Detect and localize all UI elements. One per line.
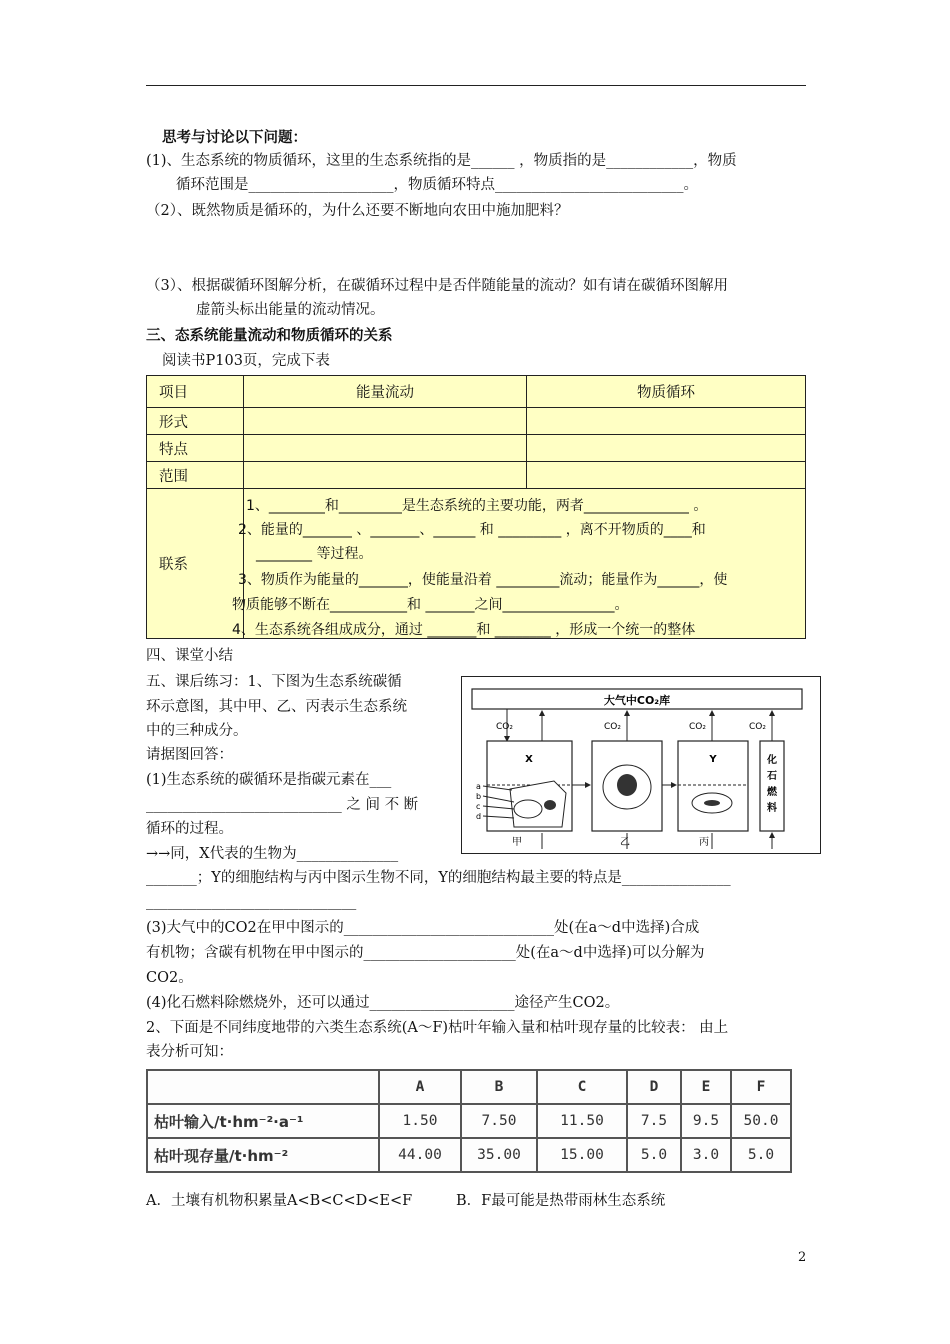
x-label: X (525, 754, 533, 765)
link-line-5: 物质能够不断在___________和 _______之间________________。 (232, 597, 629, 613)
co2-label-1: CO₂ (496, 722, 513, 732)
header-energy: 能量流动 (244, 376, 527, 408)
question-1b: 循环范围是____________________，物质循环特点__________________________。 (176, 177, 698, 193)
exercise-q1a: (1)生态系统的碳循环是指碳元素在___ (146, 772, 392, 788)
letter-c: c (476, 802, 481, 811)
leaf-header-f: F (731, 1070, 791, 1104)
row-label-feature: 特点 (147, 435, 244, 462)
table-header-row (147, 376, 806, 408)
header-item: 项目 (147, 376, 244, 408)
table-cell: 1.50 (379, 1104, 461, 1138)
link-line-4: 3、物质作为能量的_______，使能量沿着 _________流动；能量作为______，使 (238, 572, 728, 588)
letter-b: b (476, 792, 482, 801)
exercise-q2b: _______；Y的细胞结构与丙中图示生物不同，Y的细胞结构最主要的特点是_______________ (146, 870, 731, 886)
exercise-q3a: (3)大气中的CO2在甲中图示的_____________________________处(在a～d中选择)合成 (146, 920, 700, 936)
exercise-intro-3: 中的三种成分。 (146, 723, 248, 739)
leaf-header-e: E (681, 1070, 731, 1104)
table-cell: 35.00 (461, 1138, 537, 1172)
exercise-q3c: CO2。 (146, 970, 193, 986)
row-label-link: 联系 (147, 489, 244, 639)
table-cell (244, 462, 527, 489)
table-cell: 7.50 (461, 1104, 537, 1138)
co2-label-3: CO₂ (689, 722, 706, 732)
table-row (147, 1138, 791, 1172)
header-rule (146, 85, 806, 86)
section-4-title: 四、课堂小结 (146, 648, 233, 664)
co2-label-4: CO₂ (749, 722, 766, 732)
exercise-q1c: 循环的过程。 (146, 821, 233, 837)
link-line-3: ________ 等过程。 (256, 546, 373, 562)
question-3b: 虚箭头标出能量的流动情况。 (196, 302, 385, 318)
row-label-scope: 范围 (147, 462, 244, 489)
table-row (147, 435, 806, 462)
table-cell (244, 435, 527, 462)
atmosphere-label: 大气中CO₂库 (603, 694, 671, 707)
table-cell: 44.00 (379, 1138, 461, 1172)
leaf-input-label: 枯叶输入/t·hm⁻²·a⁻¹ (147, 1104, 379, 1138)
table-row (147, 1104, 791, 1138)
exercise-q3b: 有机物；含碳有机物在甲中图示的_____________________处(在a～d中选择)可以分解为 (146, 945, 705, 961)
table-cell: 11.50 (537, 1104, 627, 1138)
question-1a: (1)、生态系统的物质循环，这里的生态系统指的是______ ，物质指的是____________，物质 (146, 153, 737, 169)
section-3-intro: 阅读书P103页，完成下表 (162, 353, 330, 369)
option-a: A．土壤有机物积累量A<B<C<D<E<F (146, 1193, 413, 1209)
exercise-p2a: 2、下面是不同纬度地带的六类生态系统(A～F)枯叶年输入量和枯叶现存量的比较表： 由上 (146, 1020, 729, 1036)
leaf-header-c: C (537, 1070, 627, 1104)
section-3-title: 三、态系统能量流动和物质循环的关系 (146, 327, 393, 344)
exercise-q1b: ___________________________ 之 间 不 断 (146, 797, 419, 813)
leaf-litter-table (146, 1069, 792, 1173)
exercise-q2a: →→同，X代表的生物为______________ (146, 846, 399, 862)
link-line-1: 1、________和_________是生态系统的主要功能，两者_______________ 。 (246, 498, 708, 514)
link-line-2: 2、能量的_______ 、_______、______ 和 _________ ，离不开物质的____和 (238, 522, 706, 538)
table-cell (244, 408, 527, 435)
leaf-header-blank (147, 1070, 379, 1104)
question-3a: （3）、根据碳循环图解分析，在碳循环过程中是否伴随能量的流动？如有请在碳循环图解用 (146, 278, 728, 294)
option-b: B．F最可能是热带雨林生态系统 (456, 1193, 666, 1209)
fossil-char-3: 燃 (767, 787, 777, 798)
header-matter: 物质循环 (527, 376, 806, 408)
letter-a: a (476, 782, 481, 791)
fossil-char-1: 化 (767, 755, 777, 766)
fossil-char-2: 石 (767, 771, 777, 782)
exercise-intro-4: 请据图回答： (146, 747, 233, 763)
yi-label: 乙 (620, 837, 630, 848)
table-cell (527, 462, 806, 489)
fossil-char-4: 料 (767, 803, 777, 814)
table-cell: 3.0 (681, 1138, 731, 1172)
table-cell: 9.5 (681, 1104, 731, 1138)
table-cell: 5.0 (731, 1138, 791, 1172)
think-title: 思考与讨论以下问题： (162, 129, 307, 146)
page-number: 2 (798, 1250, 807, 1265)
row-label-form: 形式 (147, 408, 244, 435)
jia-label: 甲 (512, 837, 522, 848)
table-row (147, 462, 806, 489)
leaf-stock-label: 枯叶现存量/t·hm⁻² (147, 1138, 379, 1172)
question-2: （2）、既然物质是循环的，为什么还要不断地向农田中施加肥料？ (146, 203, 569, 219)
leaf-header-b: B (461, 1070, 537, 1104)
link-line-6: 4、生态系统各组成成分，通过 _______和 ________ ，形成一个统一的整体 (232, 622, 696, 638)
table-cell: 5.0 (627, 1138, 681, 1172)
y-label: Y (709, 754, 717, 765)
exercise-intro-1: 五、课后练习：1、下图为生态系统碳循 (146, 674, 402, 690)
bing-label: 丙 (699, 837, 709, 848)
table-cell: 15.00 (537, 1138, 627, 1172)
letter-d: d (476, 812, 482, 821)
co2-label-2: CO₂ (604, 722, 621, 732)
exercise-intro-2: 环示意图，其中甲、乙、丙表示生态系统 (146, 699, 407, 715)
table-cell: 7.5 (627, 1104, 681, 1138)
table-row (147, 408, 806, 435)
exercise-p2b: 表分析可知： (146, 1044, 233, 1060)
table-cell (527, 435, 806, 462)
exercise-q2c: _____________________________ (146, 894, 357, 910)
table-cell: 50.0 (731, 1104, 791, 1138)
carbon-cycle-diagram (462, 677, 820, 853)
leaf-header-a: A (379, 1070, 461, 1104)
carbon-cycle-figure (461, 676, 821, 854)
table-cell (527, 408, 806, 435)
exercise-q4: (4)化石燃料除燃烧外，还可以通过____________________途径产生CO2。 (146, 995, 620, 1011)
leaf-table-header (147, 1070, 791, 1104)
leaf-header-d: D (627, 1070, 681, 1104)
